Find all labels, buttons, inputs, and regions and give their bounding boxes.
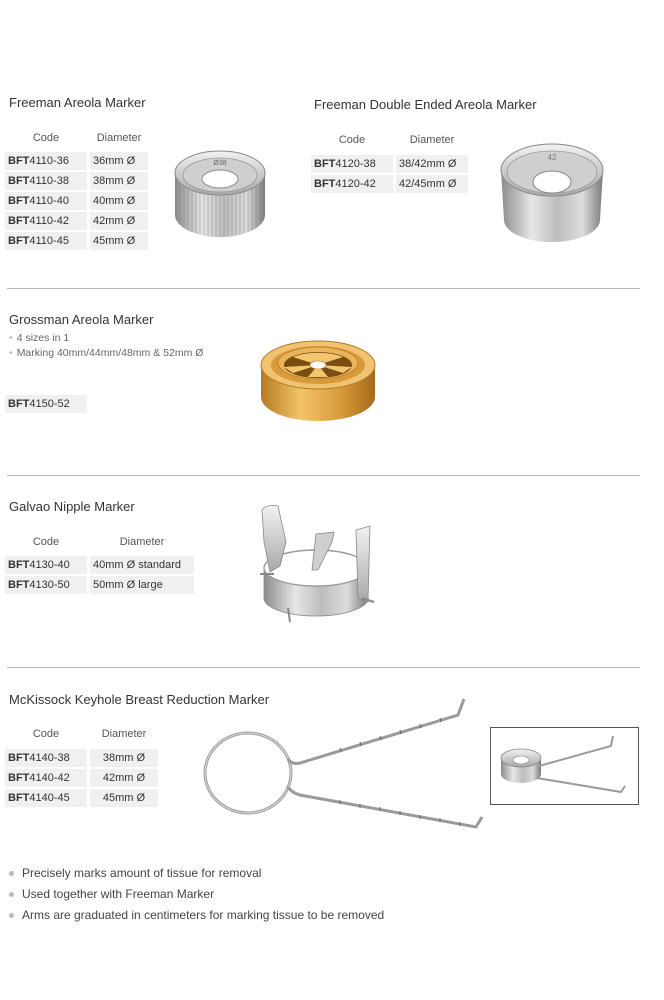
code-cell: BFT4140-38 bbox=[5, 749, 87, 767]
table-row bbox=[5, 576, 194, 594]
table-row bbox=[5, 192, 148, 210]
table-row bbox=[5, 232, 148, 250]
bullet-icon bbox=[9, 913, 14, 918]
diameter-cell: 42mm Ø bbox=[90, 212, 148, 230]
grossman-marker-image bbox=[258, 325, 378, 425]
galvao-diameter-header: Diameter bbox=[119, 536, 165, 548]
diameter-cell: 42/45mm Ø bbox=[396, 175, 468, 193]
feature-item: Precisely marks amount of tissue for removal bbox=[9, 866, 261, 880]
diameter-cell: 38mm Ø bbox=[90, 172, 148, 190]
code-cell: BFT4110-38 bbox=[5, 172, 87, 190]
galvao-code-header: Code bbox=[32, 536, 60, 548]
table-row bbox=[5, 212, 148, 230]
feature-item: Arms are graduated in centimeters for marking tissue to be removed bbox=[9, 908, 384, 922]
freeman-title: Freeman Areola Marker bbox=[9, 95, 146, 110]
diameter-cell: 40mm Ø standard bbox=[90, 556, 194, 574]
freeman-double-marker-image bbox=[496, 130, 608, 250]
code-cell: BFT4120-38 bbox=[311, 155, 393, 173]
table-row bbox=[5, 152, 148, 170]
code-cell: BFT4140-45 bbox=[5, 789, 87, 807]
code-cell: BFT4140-42 bbox=[5, 769, 87, 787]
diameter-cell: 38mm Ø bbox=[90, 749, 158, 767]
section-divider bbox=[7, 667, 640, 668]
table-row bbox=[311, 155, 468, 173]
feature-item: Used together with Freeman Marker bbox=[9, 887, 214, 901]
diameter-cell: 36mm Ø bbox=[90, 152, 148, 170]
freeman-double-table bbox=[311, 155, 468, 193]
diameter-cell: 40mm Ø bbox=[90, 192, 148, 210]
galvao-table bbox=[5, 556, 194, 594]
table-row bbox=[5, 749, 158, 767]
grossman-bullet: • 4 sizes in 1 bbox=[9, 332, 70, 344]
mckissock-diameter-header: Diameter bbox=[101, 728, 147, 740]
section-divider bbox=[7, 288, 640, 289]
diameter-cell: 42mm Ø bbox=[90, 769, 158, 787]
freeman-code-header: Code bbox=[32, 132, 60, 144]
bullet-icon bbox=[9, 892, 14, 897]
mckissock-code-header: Code bbox=[32, 728, 60, 740]
mckissock-marker-image bbox=[200, 695, 490, 840]
mckissock-inset-image bbox=[490, 727, 639, 805]
grossman-title: Grossman Areola Marker bbox=[9, 312, 154, 327]
code-cell: BFT4110-36 bbox=[5, 152, 87, 170]
section-divider bbox=[7, 475, 640, 476]
code-cell: BFT4110-42 bbox=[5, 212, 87, 230]
code-cell: BFT4120-42 bbox=[311, 175, 393, 193]
freeman-marker-image bbox=[170, 135, 270, 245]
galvao-marker-image bbox=[258, 502, 378, 627]
table-row bbox=[311, 175, 468, 193]
table-row bbox=[5, 556, 194, 574]
freeman-double-engraving: 42 bbox=[547, 153, 557, 162]
freeman-diameter-header: Diameter bbox=[96, 132, 142, 144]
diameter-cell: 38/42mm Ø bbox=[396, 155, 468, 173]
code-cell: BFT4130-50 bbox=[5, 576, 87, 594]
table-row bbox=[5, 769, 158, 787]
mckissock-table bbox=[5, 749, 158, 807]
freeman-table bbox=[5, 152, 148, 250]
grossman-code-cell: BFT4150-52 bbox=[5, 395, 87, 413]
code-cell: BFT4110-40 bbox=[5, 192, 87, 210]
diameter-cell: 50mm Ø large bbox=[90, 576, 194, 594]
table-row bbox=[5, 789, 158, 807]
freeman-double-title: Freeman Double Ended Areola Marker bbox=[314, 97, 537, 112]
diameter-cell: 45mm Ø bbox=[90, 789, 158, 807]
freeman-double-diameter-header: Diameter bbox=[409, 134, 455, 146]
code-cell: BFT4110-45 bbox=[5, 232, 87, 250]
freeman-engraving: Ø38 bbox=[213, 160, 227, 167]
freeman-double-code-header: Code bbox=[338, 134, 366, 146]
code-cell: BFT4130-40 bbox=[5, 556, 87, 574]
table-row bbox=[5, 172, 148, 190]
bullet-icon bbox=[9, 871, 14, 876]
grossman-bullet: • Marking 40mm/44mm/48mm & 52mm Ø bbox=[9, 347, 204, 359]
mckissock-title: McKissock Keyhole Breast Reduction Marker bbox=[9, 692, 270, 707]
galvao-title: Galvao Nipple Marker bbox=[9, 499, 135, 514]
diameter-cell: 45mm Ø bbox=[90, 232, 148, 250]
